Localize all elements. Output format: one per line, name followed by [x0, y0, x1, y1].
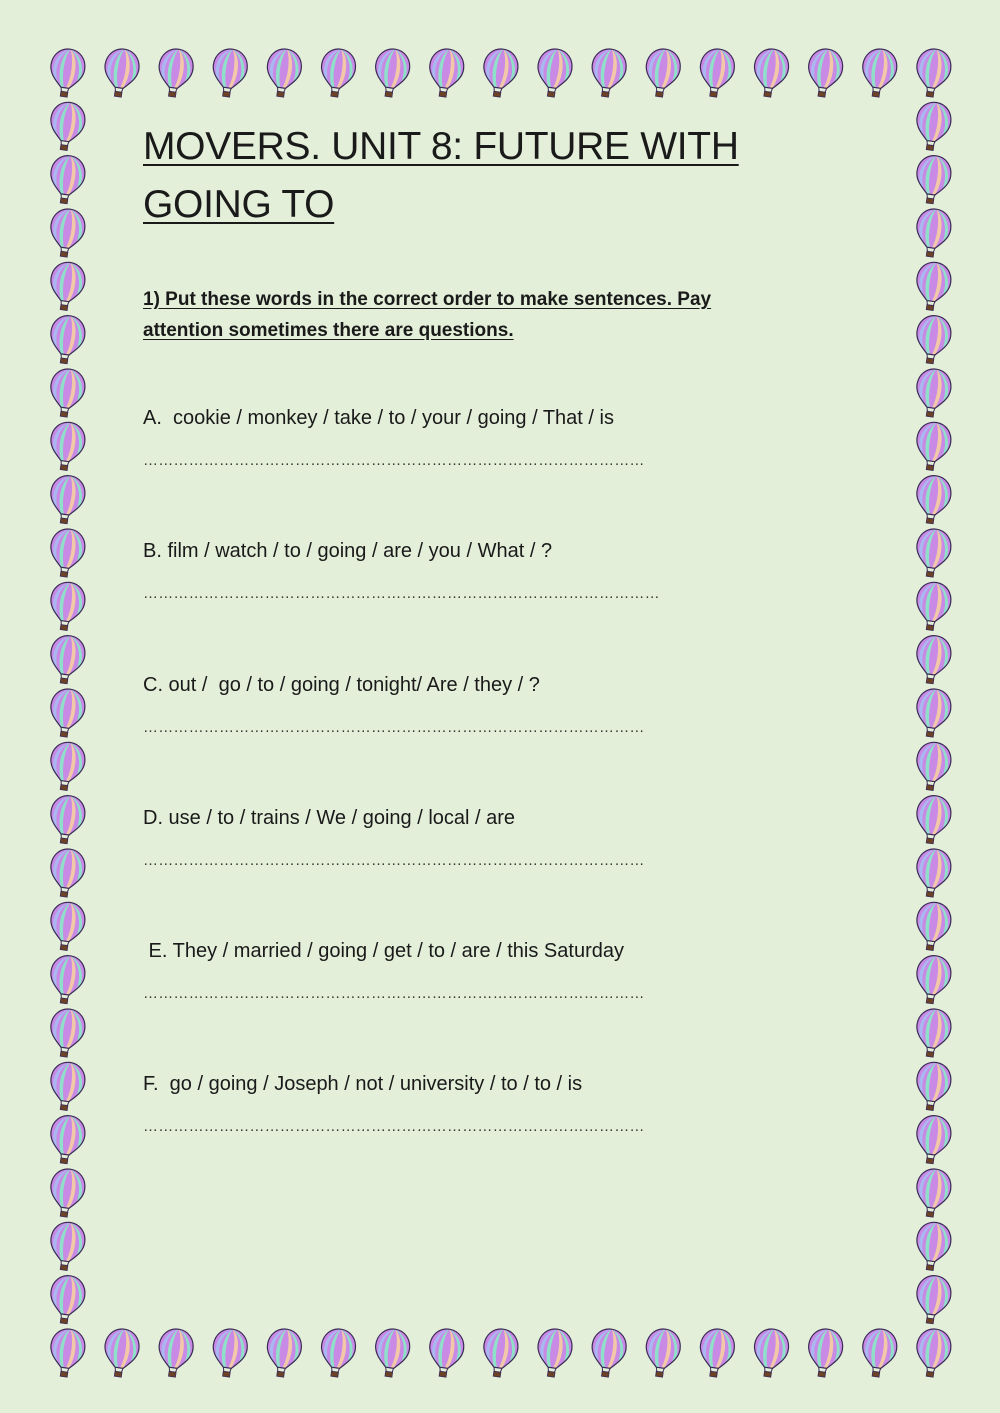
hot-air-balloon-icon	[910, 1110, 957, 1166]
hot-air-balloon-icon	[531, 43, 578, 99]
hot-air-balloon-icon	[910, 150, 957, 206]
hot-air-balloon-icon	[910, 737, 957, 793]
hot-air-balloon-icon	[44, 523, 91, 579]
hot-air-balloon-icon	[44, 1323, 91, 1379]
hot-air-balloon-icon	[44, 417, 91, 473]
hot-air-balloon-icon	[44, 1110, 91, 1166]
hot-air-balloon-icon	[44, 577, 91, 633]
hot-air-balloon-icon	[910, 577, 957, 633]
hot-air-balloon-icon	[315, 1323, 362, 1379]
hot-air-balloon-icon	[910, 843, 957, 899]
hot-air-balloon-icon	[910, 417, 957, 473]
hot-air-balloon-icon	[44, 737, 91, 793]
hot-air-balloon-icon	[639, 1323, 686, 1379]
exercise-prompt: D. use / to / trains / We / going / local / are	[143, 807, 516, 829]
hot-air-balloon-icon	[44, 310, 91, 366]
hot-air-balloon-icon	[748, 1323, 795, 1379]
hot-air-balloon-icon	[693, 43, 740, 99]
hot-air-balloon-icon	[585, 43, 632, 99]
hot-air-balloon-icon	[910, 310, 957, 366]
hot-air-balloon-icon	[856, 43, 903, 99]
hot-air-balloon-icon	[910, 950, 957, 1006]
hot-air-balloon-icon	[44, 843, 91, 899]
exercise-prompt: E. They / married / going / get / to / are / this Saturday	[143, 940, 624, 962]
hot-air-balloon-icon	[44, 97, 91, 153]
hot-air-balloon-icon	[910, 1003, 957, 1059]
answer-line[interactable]: ………………………………………………………………………………………	[143, 985, 645, 1002]
hot-air-balloon-icon	[910, 1270, 957, 1326]
hot-air-balloon-icon	[910, 683, 957, 739]
hot-air-balloon-icon	[44, 43, 91, 99]
hot-air-balloon-icon	[44, 1003, 91, 1059]
hot-air-balloon-icon	[910, 203, 957, 259]
exercise-prompt: B. film / watch / to / going / are / you / What / ?	[143, 540, 553, 562]
exercise-c	[143, 672, 863, 738]
hot-air-balloon-icon	[910, 1217, 957, 1273]
hot-air-balloon-icon	[910, 363, 957, 419]
hot-air-balloon-icon	[585, 1323, 632, 1379]
hot-air-balloon-icon	[44, 150, 91, 206]
hot-air-balloon-icon	[44, 683, 91, 739]
exercise-a	[143, 405, 863, 471]
hot-air-balloon-icon	[98, 43, 145, 99]
hot-air-balloon-icon	[802, 1323, 849, 1379]
hot-air-balloon-icon	[98, 1323, 145, 1379]
hot-air-balloon-icon	[748, 43, 795, 99]
hot-air-balloon-icon	[802, 43, 849, 99]
hot-air-balloon-icon	[369, 43, 416, 99]
hot-air-balloon-icon	[206, 43, 253, 99]
page-title: MOVERS. UNIT 8: FUTURE WITH GOING TO	[143, 125, 739, 226]
hot-air-balloon-icon	[44, 790, 91, 846]
hot-air-balloon-icon	[910, 630, 957, 686]
exercise-e	[143, 938, 863, 1004]
exercise-prompt: A. cookie / monkey / take / to / your / going / That / is	[143, 407, 614, 429]
exercise-prompt: C. out / go / to / going / tonight/ Are / they / ?	[143, 674, 540, 696]
hot-air-balloon-icon	[44, 950, 91, 1006]
hot-air-balloon-icon	[260, 43, 307, 99]
hot-air-balloon-icon	[152, 1323, 199, 1379]
hot-air-balloon-icon	[693, 1323, 740, 1379]
hot-air-balloon-icon	[44, 257, 91, 313]
answer-line[interactable]: ………………………………………………………………………………………	[143, 452, 645, 469]
hot-air-balloon-icon	[44, 1057, 91, 1113]
hot-air-balloon-icon	[531, 1323, 578, 1379]
hot-air-balloon-icon	[910, 523, 957, 579]
hot-air-balloon-icon	[369, 1323, 416, 1379]
hot-air-balloon-icon	[910, 43, 957, 99]
worksheet	[143, 118, 863, 1135]
hot-air-balloon-icon	[910, 1163, 957, 1219]
answer-line[interactable]: …………………………………………………………………………………………	[143, 585, 660, 602]
exercise-prompt: F. go / going / Joseph / not / university / to / to / is	[143, 1073, 583, 1095]
hot-air-balloon-icon	[44, 1270, 91, 1326]
exercise-b	[143, 538, 863, 604]
hot-air-balloon-icon	[910, 1323, 957, 1379]
hot-air-balloon-icon	[910, 97, 957, 153]
exercise-d	[143, 805, 863, 871]
hot-air-balloon-icon	[44, 203, 91, 259]
answer-line[interactable]: ………………………………………………………………………………………	[143, 1118, 645, 1135]
hot-air-balloon-icon	[477, 1323, 524, 1379]
hot-air-balloon-icon	[477, 43, 524, 99]
hot-air-balloon-icon	[44, 897, 91, 953]
exercise-f	[143, 1071, 863, 1137]
hot-air-balloon-icon	[910, 257, 957, 313]
hot-air-balloon-icon	[44, 630, 91, 686]
hot-air-balloon-icon	[910, 790, 957, 846]
hot-air-balloon-icon	[423, 1323, 470, 1379]
hot-air-balloon-icon	[44, 1217, 91, 1273]
hot-air-balloon-icon	[423, 43, 470, 99]
answer-line[interactable]: ………………………………………………………………………………………	[143, 719, 645, 736]
hot-air-balloon-icon	[44, 1163, 91, 1219]
hot-air-balloon-icon	[910, 470, 957, 526]
hot-air-balloon-icon	[44, 363, 91, 419]
hot-air-balloon-icon	[315, 43, 362, 99]
hot-air-balloon-icon	[206, 1323, 253, 1379]
hot-air-balloon-icon	[910, 897, 957, 953]
hot-air-balloon-icon	[910, 1057, 957, 1113]
answer-line[interactable]: ………………………………………………………………………………………	[143, 852, 645, 869]
hot-air-balloon-icon	[856, 1323, 903, 1379]
hot-air-balloon-icon	[44, 470, 91, 526]
instruction-text: 1) Put these words in the correct order to make sentences. Pay attention sometimes there are questions.	[143, 289, 712, 341]
hot-air-balloon-icon	[260, 1323, 307, 1379]
hot-air-balloon-icon	[152, 43, 199, 99]
hot-air-balloon-icon	[639, 43, 686, 99]
